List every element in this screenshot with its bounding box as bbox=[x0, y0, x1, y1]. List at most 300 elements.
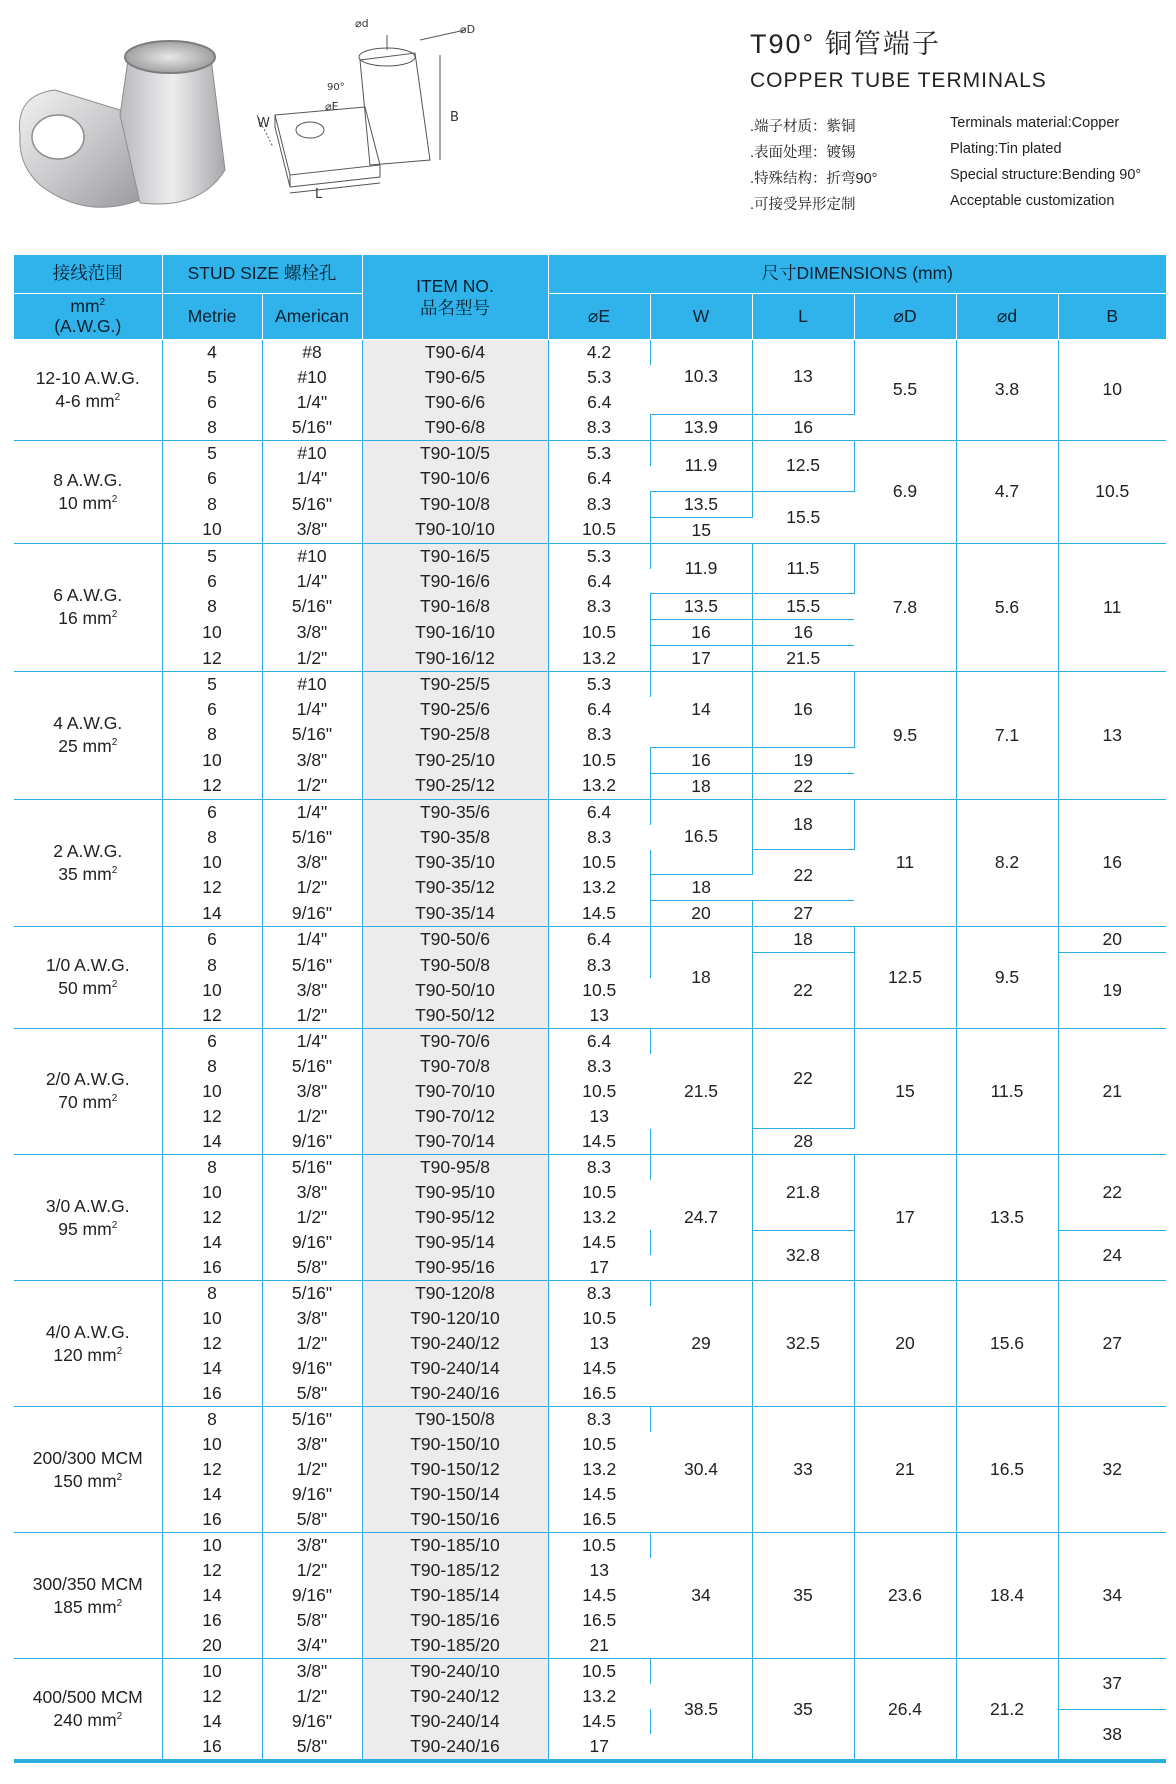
metric-cell: 5 bbox=[162, 672, 262, 698]
american-cell: 1/2" bbox=[262, 1457, 362, 1482]
dim-e-cell: 8.3 bbox=[548, 491, 650, 517]
dim-e-cell: 16.5 bbox=[548, 1381, 650, 1407]
table-row bbox=[14, 339, 1166, 365]
dim-e-cell: 4.2 bbox=[548, 339, 650, 365]
metric-cell: 10 bbox=[162, 1432, 262, 1457]
spec-row bbox=[750, 115, 1170, 141]
metric-cell: 16 bbox=[162, 1255, 262, 1281]
american-cell: 1/2" bbox=[262, 646, 362, 672]
drawing-label-L: L bbox=[315, 187, 323, 202]
item-no-cell: T90-95/8 bbox=[362, 1155, 548, 1181]
dim-w-cell: 16 bbox=[650, 747, 752, 773]
dim-l-cell: 16 bbox=[752, 415, 854, 441]
dim-e-cell: 6.4 bbox=[587, 468, 612, 488]
dimension-drawing bbox=[255, 15, 555, 215]
item-no-cell: T90-35/10 bbox=[362, 850, 548, 875]
dim-e-cell: 16.5 bbox=[582, 1610, 617, 1630]
dim-e-cell: 13.2 bbox=[548, 646, 650, 672]
dim-b-cell: 10 bbox=[1058, 339, 1166, 441]
dim-d-cell: 21.2 bbox=[956, 1659, 1058, 1760]
item-no-cell: T90-120/10 bbox=[362, 1306, 548, 1331]
american-cell: 3/8" bbox=[262, 850, 362, 875]
american-cell: 5/8" bbox=[262, 1381, 362, 1407]
dim-d-cell: 16.5 bbox=[956, 1407, 1058, 1533]
item-no-cell: T90-240/16 bbox=[362, 1381, 548, 1407]
american-cell: 9/16" bbox=[262, 1583, 362, 1608]
table-row bbox=[14, 543, 1166, 569]
dim-e-cell: 21 bbox=[548, 1633, 650, 1659]
item-no-cell: T90-70/12 bbox=[362, 1104, 548, 1129]
american-cell: 1/4" bbox=[262, 390, 362, 415]
dim-w-cell: 29 bbox=[650, 1281, 752, 1407]
american-cell: 1/4" bbox=[262, 799, 362, 825]
dim-d-cell: 15.6 bbox=[956, 1281, 1058, 1407]
dim-d-cell: 11 bbox=[854, 799, 956, 927]
wire-range-cell: 400/500 MCM 240 $mm^2$ bbox=[14, 1659, 162, 1760]
metric-cell: 14 bbox=[162, 1583, 262, 1608]
american-cell: 3/8" bbox=[262, 1180, 362, 1205]
dim-e-cell: 13 bbox=[589, 1560, 609, 1580]
table-row bbox=[14, 1659, 1166, 1685]
wire-range-cell: 8 A.W.G. 10 $mm^2$ bbox=[14, 441, 162, 544]
metric-cell: 16 bbox=[162, 1507, 262, 1533]
american-cell: 1/4" bbox=[262, 569, 362, 594]
american-cell: 3/8" bbox=[262, 978, 362, 1003]
dim-e-cell: 6.4 bbox=[548, 799, 650, 825]
dim-l-cell: 32.5 bbox=[752, 1281, 854, 1407]
spec-en: Terminals material:Copper bbox=[950, 115, 1120, 131]
dim-w-cell: 15 bbox=[650, 517, 752, 543]
item-no-cell: T90-16/6 bbox=[362, 569, 548, 594]
dim-w-cell: 30.4 bbox=[650, 1407, 752, 1533]
table-row bbox=[14, 1155, 1166, 1181]
metric-cell: 8 bbox=[162, 415, 262, 441]
metric-cell: 10 bbox=[162, 620, 262, 646]
metric-cell: 12 bbox=[162, 1457, 262, 1482]
dim-b-cell: 21 bbox=[1058, 1028, 1166, 1155]
wire-range-cell: 200/300 MCM 150 $mm^2$ bbox=[14, 1407, 162, 1533]
metric-cell: 14 bbox=[162, 1230, 262, 1255]
metric-cell: 5 bbox=[162, 543, 262, 569]
spec-list bbox=[750, 115, 1170, 219]
item-no-cell: T90-150/16 bbox=[362, 1507, 548, 1533]
header-american: American bbox=[262, 293, 362, 339]
drawing-label-angle: 90° bbox=[327, 82, 345, 93]
dim-d-cell: 17 bbox=[854, 1155, 956, 1281]
dim-b-cell: 37 bbox=[1058, 1659, 1166, 1710]
american-cell: 1/4" bbox=[262, 466, 362, 491]
dim-b-cell: 34 bbox=[1058, 1533, 1166, 1659]
wire-range-cell: 2/0 A.W.G. 70 $mm^2$ bbox=[14, 1028, 162, 1155]
dim-e-cell: 14.5 bbox=[582, 1484, 617, 1504]
item-no-cell: T90-16/12 bbox=[362, 646, 548, 672]
dim-b-cell: 20 bbox=[1058, 927, 1166, 953]
item-no-cell: T90-35/6 bbox=[362, 799, 548, 825]
table-row bbox=[14, 927, 1166, 953]
american-cell: 5/16" bbox=[262, 722, 362, 747]
item-no-cell: T90-50/10 bbox=[362, 978, 548, 1003]
dim-e-cell: 10.5 bbox=[548, 1659, 650, 1685]
page-subtitle: COPPER TUBE TERMINALS bbox=[750, 69, 1047, 92]
dim-e-cell: 13.2 bbox=[548, 773, 650, 799]
dim-e-cell: 8.3 bbox=[548, 1407, 650, 1433]
wire-range-cell: 12-10 A.W.G. 4-6 $mm^2$ bbox=[14, 339, 162, 441]
american-cell: #10 bbox=[262, 365, 362, 390]
metric-cell: 16 bbox=[162, 1734, 262, 1760]
american-cell: 1/2" bbox=[262, 1104, 362, 1129]
dim-l-cell: 21.8 bbox=[752, 1155, 854, 1231]
item-no-cell: T90-6/4 bbox=[362, 339, 548, 365]
item-no-cell: T90-240/14 bbox=[362, 1356, 548, 1381]
dim-w-cell: 20 bbox=[650, 901, 752, 927]
american-cell: 9/16" bbox=[262, 1356, 362, 1381]
american-cell: 1/2" bbox=[262, 1331, 362, 1356]
dim-e-cell: 10.5 bbox=[582, 1182, 617, 1202]
dim-e-cell: 16.5 bbox=[548, 1507, 650, 1533]
wire-range-cell: 6 A.W.G. 16 $mm^2$ bbox=[14, 543, 162, 672]
item-no-cell: T90-10/5 bbox=[362, 441, 548, 467]
dim-w-cell: 18 bbox=[650, 875, 752, 901]
drawing-label-W: W bbox=[257, 116, 270, 131]
american-cell: 1/2" bbox=[262, 1684, 362, 1709]
wire-range-cell: 1/0 A.W.G. 50 $mm^2$ bbox=[14, 927, 162, 1029]
dim-l-cell: 22 bbox=[752, 773, 854, 799]
dim-l-cell: 15.5 bbox=[752, 491, 854, 543]
american-cell: 3/8" bbox=[262, 517, 362, 543]
american-cell: 9/16" bbox=[262, 1482, 362, 1507]
drawing-label-D: ⌀D bbox=[460, 23, 476, 36]
dim-d-cell: 11.5 bbox=[956, 1028, 1058, 1155]
dim-b-cell: 19 bbox=[1058, 953, 1166, 1029]
dim-w-cell: 24.7 bbox=[650, 1155, 752, 1281]
dim-w-cell: 18 bbox=[650, 927, 752, 1029]
dim-e-cell: 13.2 bbox=[582, 1459, 617, 1479]
spec-cn: .端子材质：紫铜 bbox=[750, 119, 856, 135]
item-no-cell: T90-6/5 bbox=[362, 365, 548, 390]
item-no-cell: T90-35/14 bbox=[362, 901, 548, 927]
dim-d-cell: 15 bbox=[854, 1028, 956, 1155]
header-item-no: ITEM NO. 品名型号 bbox=[362, 255, 548, 339]
dim-w-cell: 13.5 bbox=[650, 491, 752, 517]
american-cell: 5/16" bbox=[262, 1407, 362, 1433]
american-cell: 1/2" bbox=[262, 1205, 362, 1230]
dim-e-cell: 6.4 bbox=[587, 699, 612, 719]
metric-cell: 6 bbox=[162, 390, 262, 415]
metric-cell: 10 bbox=[162, 1306, 262, 1331]
metric-cell: 6 bbox=[162, 799, 262, 825]
item-no-cell: T90-10/8 bbox=[362, 491, 548, 517]
title-block bbox=[750, 22, 1170, 219]
dim-d-cell: 20 bbox=[854, 1281, 956, 1407]
table-row bbox=[14, 1281, 1166, 1307]
header-dim: ⌀d bbox=[956, 293, 1058, 339]
dim-d-cell: 7.8 bbox=[854, 543, 956, 672]
dim-l-cell: 33 bbox=[752, 1407, 854, 1533]
item-no-cell: T90-95/16 bbox=[362, 1255, 548, 1281]
dim-b-cell: 11 bbox=[1058, 543, 1166, 672]
metric-cell: 8 bbox=[162, 953, 262, 978]
american-cell: 3/8" bbox=[262, 1306, 362, 1331]
dimension-table bbox=[14, 255, 1166, 1760]
metric-cell: 10 bbox=[162, 1180, 262, 1205]
american-cell: 1/4" bbox=[262, 1028, 362, 1054]
metric-cell: 12 bbox=[162, 1104, 262, 1129]
item-no-cell: T90-6/6 bbox=[362, 390, 548, 415]
item-no-cell: T90-50/6 bbox=[362, 927, 548, 953]
american-cell: 5/16" bbox=[262, 825, 362, 850]
table-row bbox=[14, 1028, 1166, 1054]
item-no-cell: T90-70/14 bbox=[362, 1129, 548, 1155]
metric-cell: 4 bbox=[162, 339, 262, 365]
american-cell: 5/16" bbox=[262, 953, 362, 978]
dim-w-cell: 11.9 bbox=[650, 441, 752, 492]
dim-e-cell: 8.3 bbox=[587, 724, 612, 744]
dim-l-cell: 11.5 bbox=[752, 543, 854, 594]
dim-d-cell: 3.8 bbox=[956, 339, 1058, 441]
dim-e-cell: 8.3 bbox=[587, 1055, 612, 1076]
dim-l-cell: 22 bbox=[752, 850, 854, 901]
dim-d-cell: 4.7 bbox=[956, 441, 1058, 544]
dim-w-cell: 11.9 bbox=[650, 543, 752, 594]
metric-cell: 10 bbox=[162, 850, 262, 875]
dim-d-cell: 9.5 bbox=[956, 927, 1058, 1029]
dim-d-cell: 26.4 bbox=[854, 1659, 956, 1760]
american-cell: 5/8" bbox=[262, 1255, 362, 1281]
dim-e-cell: 6.4 bbox=[548, 927, 650, 953]
item-no-cell: T90-185/20 bbox=[362, 1633, 548, 1659]
dim-w-cell: 17 bbox=[650, 646, 752, 672]
item-no-cell: T90-185/16 bbox=[362, 1608, 548, 1633]
american-cell: 3/8" bbox=[262, 1533, 362, 1559]
item-no-cell: T90-150/12 bbox=[362, 1457, 548, 1482]
metric-cell: 12 bbox=[162, 1331, 262, 1356]
metric-cell: 6 bbox=[162, 1028, 262, 1054]
dim-b-cell: 27 bbox=[1058, 1281, 1166, 1407]
american-cell: 3/8" bbox=[262, 1432, 362, 1457]
dim-l-cell: 12.5 bbox=[752, 441, 854, 492]
table-row bbox=[14, 1533, 1166, 1559]
dim-e-cell: 14.5 bbox=[582, 1585, 617, 1605]
metric-cell: 8 bbox=[162, 491, 262, 517]
dim-e-cell: 10.5 bbox=[582, 1434, 617, 1454]
wire-range-cell: 3/0 A.W.G. 95 $mm^2$ bbox=[14, 1155, 162, 1281]
item-no-cell: T90-240/12 bbox=[362, 1684, 548, 1709]
item-no-cell: T90-16/5 bbox=[362, 543, 548, 569]
spec-row bbox=[750, 193, 1170, 219]
dim-w-cell: 13.5 bbox=[650, 594, 752, 620]
spec-cn: .特殊结构：折弯90° bbox=[750, 171, 878, 187]
header-dim: L bbox=[752, 293, 854, 339]
dim-e-cell: 13 bbox=[589, 1333, 609, 1353]
metric-cell: 12 bbox=[162, 646, 262, 672]
item-no-cell: T90-16/10 bbox=[362, 620, 548, 646]
item-no-cell: T90-150/14 bbox=[362, 1482, 548, 1507]
american-cell: 3/8" bbox=[262, 1659, 362, 1685]
dim-e-cell: 13.2 bbox=[582, 1207, 617, 1227]
item-no-cell: T90-35/8 bbox=[362, 825, 548, 850]
dim-l-cell: 18 bbox=[752, 927, 854, 953]
metric-cell: 6 bbox=[162, 927, 262, 953]
spec-row bbox=[750, 167, 1170, 193]
american-cell: 1/2" bbox=[262, 773, 362, 799]
dim-d-cell: 6.9 bbox=[854, 441, 956, 544]
dim-e-cell: 13 bbox=[548, 1003, 650, 1029]
dim-l-cell: 22 bbox=[752, 1028, 854, 1129]
dim-w-cell: 16.5 bbox=[650, 799, 752, 875]
item-no-cell: T90-70/6 bbox=[362, 1028, 548, 1054]
dim-d-cell: 5.5 bbox=[854, 339, 956, 441]
dim-b-cell: 22 bbox=[1058, 1155, 1166, 1231]
dim-e-cell: 14.5 bbox=[582, 1358, 617, 1378]
dim-e-cell: 10.5 bbox=[548, 517, 650, 543]
item-no-cell: T90-95/10 bbox=[362, 1180, 548, 1205]
dim-l-cell: 15.5 bbox=[752, 594, 854, 620]
metric-cell: 14 bbox=[162, 901, 262, 927]
dim-w-cell: 38.5 bbox=[650, 1659, 752, 1760]
item-no-cell: T90-10/6 bbox=[362, 466, 548, 491]
metric-cell: 5 bbox=[162, 441, 262, 467]
american-cell: 5/16" bbox=[262, 1054, 362, 1079]
metric-cell: 8 bbox=[162, 1407, 262, 1433]
american-cell: 1/2" bbox=[262, 1003, 362, 1029]
dim-b-cell: 16 bbox=[1058, 799, 1166, 927]
drawing-label-d: ⌀d bbox=[355, 17, 369, 30]
dim-b-cell: 38 bbox=[1058, 1709, 1166, 1760]
dim-e-cell: 8.3 bbox=[548, 594, 650, 620]
dim-e-cell: 5.3 bbox=[587, 366, 612, 387]
item-no-cell: T90-25/6 bbox=[362, 697, 548, 722]
item-no-cell: T90-25/10 bbox=[362, 747, 548, 773]
wire-range-cell: 2 A.W.G. 35 $mm^2$ bbox=[14, 799, 162, 927]
dim-e-cell: 8.3 bbox=[548, 1155, 650, 1181]
header-range: 接线范围 bbox=[14, 255, 162, 293]
item-no-cell: T90-70/8 bbox=[362, 1054, 548, 1079]
metric-cell: 16 bbox=[162, 1381, 262, 1407]
table-row bbox=[14, 799, 1166, 825]
dim-l-cell: 32.8 bbox=[752, 1230, 854, 1281]
american-cell: 1/4" bbox=[262, 927, 362, 953]
header-dimensions: 尺寸DIMENSIONS (mm) bbox=[548, 255, 1166, 293]
metric-cell: 12 bbox=[162, 773, 262, 799]
drawing-label-E: ⌀E bbox=[325, 100, 339, 113]
table-row bbox=[14, 441, 1166, 467]
american-cell: 9/16" bbox=[262, 901, 362, 927]
american-cell: 5/16" bbox=[262, 415, 362, 441]
american-cell: 5/16" bbox=[262, 1155, 362, 1181]
wire-range-cell: 4 A.W.G. 25 $mm^2$ bbox=[14, 672, 162, 800]
spec-en: Plating:Tin plated bbox=[950, 141, 1062, 157]
dim-l-cell: 22 bbox=[752, 953, 854, 1029]
item-no-cell: T90-35/12 bbox=[362, 875, 548, 901]
metric-cell: 12 bbox=[162, 1558, 262, 1583]
metric-cell: 10 bbox=[162, 747, 262, 773]
dim-e-cell: 5.3 bbox=[548, 672, 650, 698]
product-header bbox=[0, 0, 1176, 250]
dim-e-cell: 10.5 bbox=[548, 747, 650, 773]
metric-cell: 8 bbox=[162, 1281, 262, 1307]
header-metric: Metrie bbox=[162, 293, 262, 339]
american-cell: #10 bbox=[262, 441, 362, 467]
dim-e-cell: 5.3 bbox=[548, 543, 650, 569]
table-row bbox=[14, 1407, 1166, 1433]
metric-cell: 6 bbox=[162, 569, 262, 594]
american-cell: 3/4" bbox=[262, 1633, 362, 1659]
dim-e-cell: 13.2 bbox=[548, 875, 650, 901]
item-no-cell: T90-10/10 bbox=[362, 517, 548, 543]
item-no-cell: T90-25/8 bbox=[362, 722, 548, 747]
dim-d-cell: 18.4 bbox=[956, 1533, 1058, 1659]
metric-cell: 6 bbox=[162, 697, 262, 722]
dim-l-cell: 16 bbox=[752, 672, 854, 748]
dim-w-cell: 18 bbox=[650, 773, 752, 799]
dim-e-cell: 17 bbox=[548, 1255, 650, 1281]
metric-cell: 12 bbox=[162, 1684, 262, 1709]
item-no-cell: T90-185/10 bbox=[362, 1533, 548, 1559]
item-no-cell: T90-6/8 bbox=[362, 415, 548, 441]
metric-cell: 8 bbox=[162, 1155, 262, 1181]
dim-e-cell: 14.5 bbox=[548, 1709, 650, 1734]
dim-d-cell: 5.6 bbox=[956, 543, 1058, 672]
american-cell: 1/2" bbox=[262, 875, 362, 901]
dim-w-cell: 14 bbox=[650, 672, 752, 748]
dim-e-cell: 10.5 bbox=[582, 1080, 617, 1101]
american-cell: 5/16" bbox=[262, 491, 362, 517]
metric-cell: 10 bbox=[162, 978, 262, 1003]
dim-w-cell: 21.5 bbox=[650, 1028, 752, 1155]
dim-d-cell: 21 bbox=[854, 1407, 956, 1533]
metric-cell: 6 bbox=[162, 466, 262, 491]
american-cell: 1/2" bbox=[262, 1558, 362, 1583]
item-no-cell: T90-240/14 bbox=[362, 1709, 548, 1734]
american-cell: 5/8" bbox=[262, 1608, 362, 1633]
item-no-cell: T90-185/12 bbox=[362, 1558, 548, 1583]
dim-e-cell: 5.3 bbox=[548, 441, 650, 467]
american-cell: #10 bbox=[262, 672, 362, 698]
american-cell: 5/8" bbox=[262, 1734, 362, 1760]
american-cell: 9/16" bbox=[262, 1709, 362, 1734]
dim-e-cell: 14.5 bbox=[548, 1129, 650, 1155]
metric-cell: 14 bbox=[162, 1709, 262, 1734]
metric-cell: 14 bbox=[162, 1482, 262, 1507]
dim-e-cell: 10.5 bbox=[582, 1308, 617, 1328]
metric-cell: 12 bbox=[162, 875, 262, 901]
american-cell: #10 bbox=[262, 543, 362, 569]
dim-e-cell: 8.3 bbox=[548, 415, 650, 441]
dim-e-cell: 13 bbox=[589, 1105, 609, 1126]
item-no-cell: T90-240/16 bbox=[362, 1734, 548, 1760]
metric-cell: 8 bbox=[162, 594, 262, 620]
american-cell: 9/16" bbox=[262, 1129, 362, 1155]
american-cell: 5/16" bbox=[262, 1281, 362, 1307]
page-title: T90° 铜管端子 bbox=[750, 29, 941, 59]
table-bottom-rule bbox=[14, 1760, 1166, 1763]
dim-l-cell: 21.5 bbox=[752, 646, 854, 672]
american-cell: 1/4" bbox=[262, 697, 362, 722]
item-no-cell: T90-150/10 bbox=[362, 1432, 548, 1457]
item-no-cell: T90-70/10 bbox=[362, 1079, 548, 1104]
dim-l-cell: 18 bbox=[752, 799, 854, 850]
dim-d-cell: 8.2 bbox=[956, 799, 1058, 927]
header-dim: B bbox=[1058, 293, 1166, 339]
dim-d-cell: 23.6 bbox=[854, 1533, 956, 1659]
dim-e-cell: 10.5 bbox=[548, 850, 650, 875]
dim-e-cell: 6.4 bbox=[587, 391, 612, 412]
metric-cell: 14 bbox=[162, 1129, 262, 1155]
american-cell: 5/16" bbox=[262, 594, 362, 620]
spec-cn: .可接受异形定制 bbox=[750, 197, 856, 213]
item-no-cell: T90-240/12 bbox=[362, 1331, 548, 1356]
terminal-photo bbox=[10, 35, 240, 225]
